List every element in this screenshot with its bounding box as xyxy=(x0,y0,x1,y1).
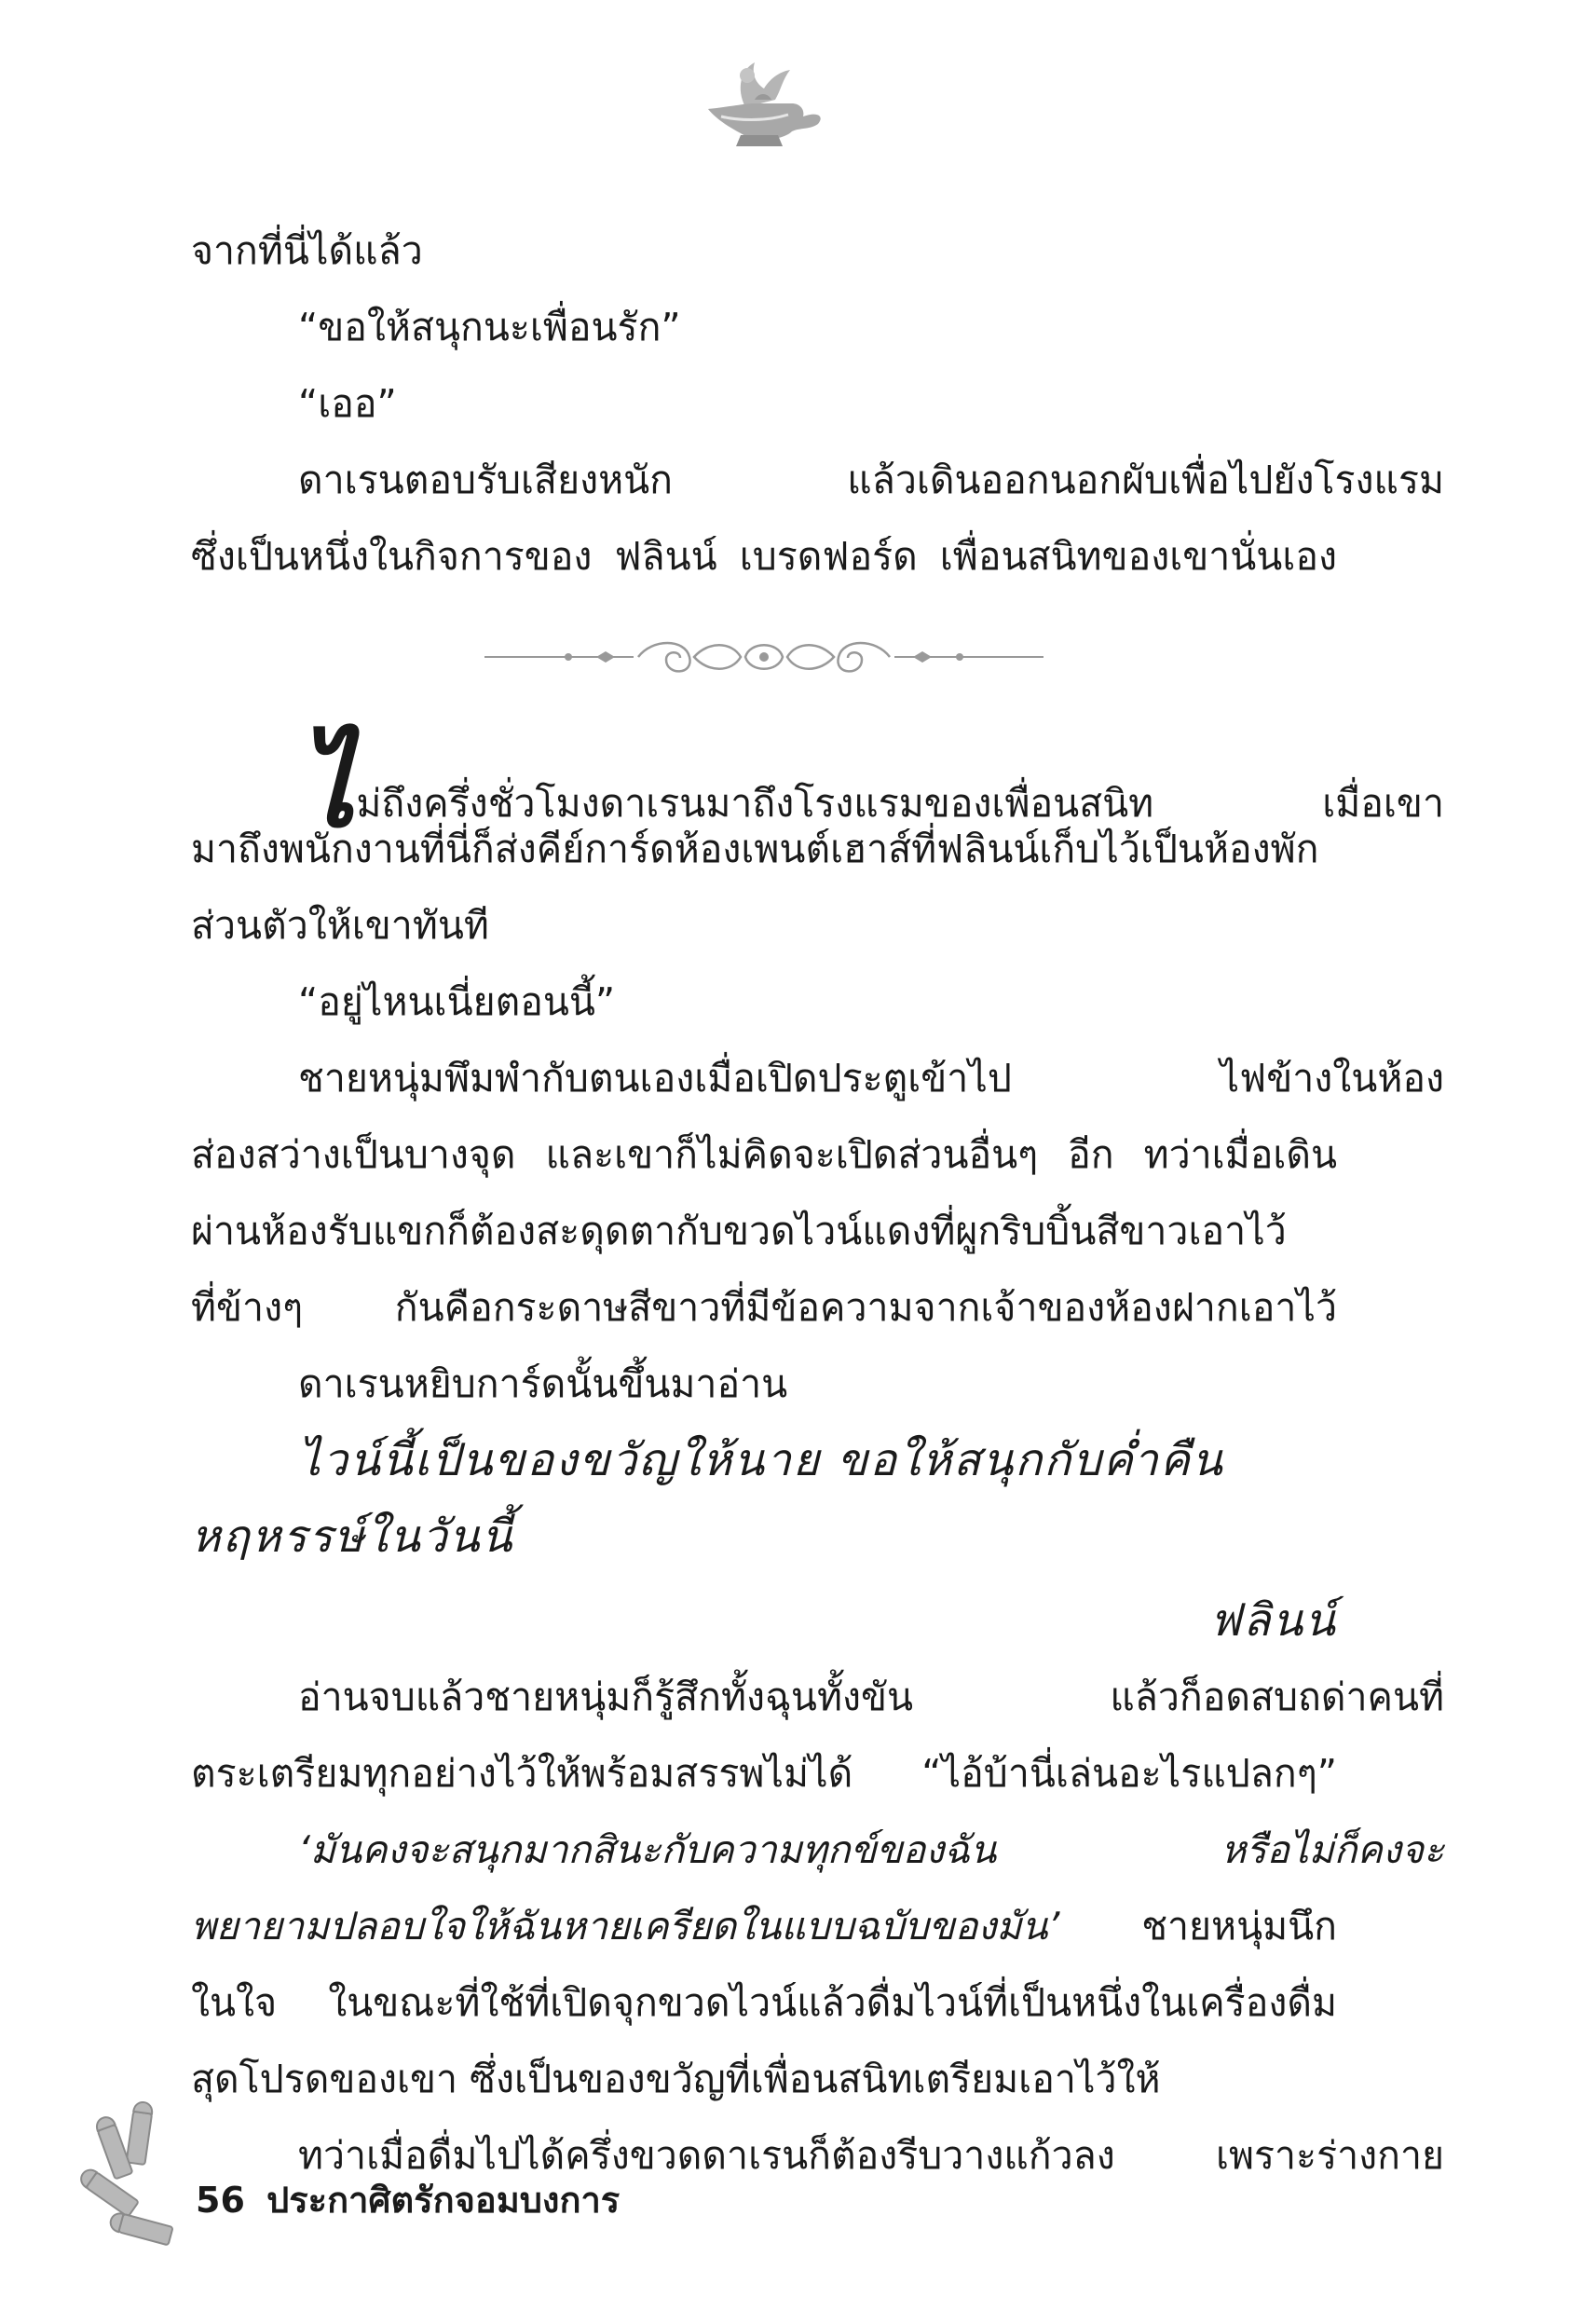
text-line: ชายหนุ่มพึมพำกับตนเองเมื่อเปิดประตูเข้าไป ไฟข้างในห้อง xyxy=(298,1056,1444,1101)
text-line: ซึ่งเป็นหนึ่งในกิจการของ ฟลินน์ เบรดฟอร์ด เพื่อนสนิทของเขานั่นเอง xyxy=(191,534,1337,579)
handwritten-note-line: ไวน์นี้เป็นของขวัญให้นาย ขอให้สนุกกับค่ำคืน xyxy=(298,1434,1224,1486)
text-line: สุดโปรดของเขา ซึ่งเป็นของขวัญที่เพื่อนสนิทเตรียมเอาไว้ให้ xyxy=(191,2057,1161,2101)
text-line: ตระเตรียมทุกอย่างไว้ให้พร้อมสรรพไม่ได้ “ไอ้บ้านี่เล่นอะไรแปลกๆ” xyxy=(191,1751,1337,1796)
text-line: อ่านจบแล้วชายหนุ่มก็รู้สึกทั้งฉุนทั้งขัน แล้วก็อดสบถด่าคนที่ xyxy=(298,1675,1444,1719)
text-line: ส่วนตัวให้เขาทันที xyxy=(191,903,489,948)
text-line: จากที่นี่ได้แล้ว xyxy=(191,228,423,273)
text-line: ในใจ ในขณะที่ใช้ที่เปิดจุกขวดไวน์แล้วดื่มไวน์ที่เป็นหนึ่งในเครื่องดื่ม xyxy=(191,1980,1337,2025)
page-number: 56 xyxy=(196,2180,245,2221)
text-line: “อยู่ไหนเนี่ยตอนนี้” xyxy=(298,979,616,1024)
text-line: ผ่านห้องรับแขกก็ต้องสะดุดตากับขวดไวน์แดงที่ผูกริบบิ้นสีขาวเอาไว้ xyxy=(191,1209,1287,1253)
text-line: “เออ” xyxy=(298,381,397,426)
italic-thought: พยายามปลอบใจให้ฉันหายเครียดในแบบฉบับของมัน’ xyxy=(191,1904,1060,1949)
text-line-content: ม่ถึงครึ่งชั่วโมงดาเรนมาถึงโรงแรมของเพื่อนสนิท เมื่อเขา xyxy=(356,781,1444,826)
text-line xyxy=(191,1899,1337,1953)
text-line: ดาเรนหยิบการ์ดนั้นขึ้นมาอ่าน xyxy=(298,1361,788,1406)
text-line: มาถึงพนักงานที่นี่ก็ส่งคีย์การ์ดห้องเพนต์เฮาส์ที่ฟลินน์เก็บไว้เป็นห้องพัก xyxy=(191,827,1319,871)
handwritten-note-line: หฤหรรษ์ในวันนี้ xyxy=(191,1511,514,1563)
text-line: ดาเรนตอบรับเสียงหนัก แล้วเดินออกนอกผับเพื่อไปยังโรงแรม xyxy=(298,458,1444,502)
text-line-content: ชายหนุ่มนึก xyxy=(1059,1904,1337,1949)
text-line: ทว่าเมื่อดื่มไปได้ครึ่งขวดดาเรนก็ต้องรีบวางแก้วลง เพราะร่างกาย xyxy=(298,2133,1444,2178)
text-line: “ขอให้สนุกนะเพื่อนรัก” xyxy=(298,305,681,349)
page-footer xyxy=(196,2171,620,2228)
book-title: ประกาศิตรักจอมบงการ xyxy=(266,2180,621,2221)
text-line: ที่ข้างๆ กันคือกระดาษสีขาวที่มีข้อความจากเจ้าของห้องฝากเอาไว้ xyxy=(191,1285,1337,1330)
flourish-divider-icon xyxy=(484,634,1044,680)
text-line: ‘มันคงจะสนุกมากสินะกับความทุกข์ของฉัน หรือไม่ก็คงจะ xyxy=(298,1827,1444,1872)
drop-cap: ไ xyxy=(298,721,355,853)
note-signature: ฟลินน์ xyxy=(1208,1594,1337,1647)
bullets-icon xyxy=(63,2087,184,2274)
text-line: ส่องสว่างเป็นบางจุด และเขาก็ไม่คิดจะเปิดส่วนอื่นๆ อีก ทว่าเมื่อเดิน xyxy=(191,1132,1337,1177)
genie-lamp-icon xyxy=(689,51,829,158)
